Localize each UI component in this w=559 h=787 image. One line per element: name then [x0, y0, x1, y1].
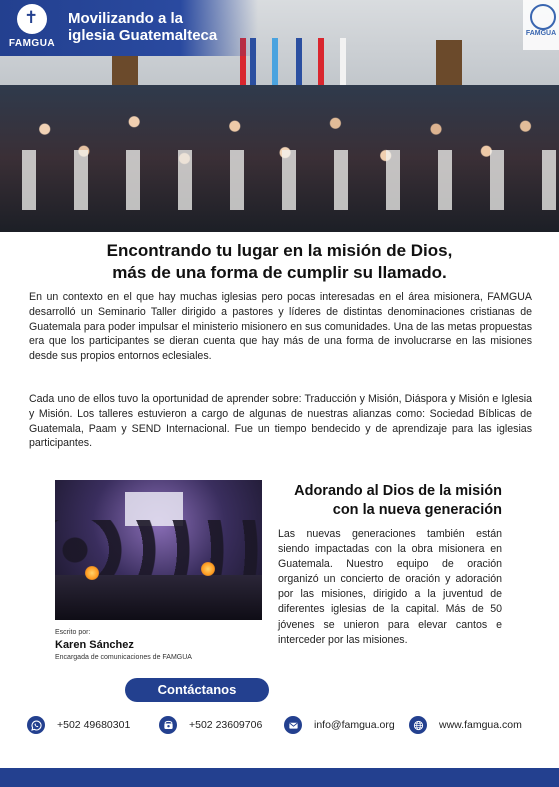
concert-photo: [55, 480, 262, 620]
article-headline: [0, 240, 559, 284]
byline-label: Escrito por:: [55, 629, 91, 636]
candle: [85, 566, 99, 580]
contact-text: www.famgua.com: [439, 719, 522, 731]
contact-email[interactable]: [284, 712, 395, 738]
famgua-logo: [8, 4, 56, 54]
candle: [201, 562, 215, 576]
article-paragraph-3: Las nuevas generaciones también están siendo impactadas con la obra misionera en Guatemala. Nuestro equipo de oración organizó un concierto de oración y adoración por las misiones, dirigido a la juventud de diferentes iglesias de la capital. Más de 50 jóvenes se unieron para elevar cantos e interceder por las misiones.: [278, 528, 502, 646]
article-paragraph-1: En un contexto en el que hay muchas iglesias pero pocas interesadas en el área misionera, FAMGUA desarrolló un Seminario Taller dirigido a pastores y líderes de distintas denominaciones cristianas de Guatemala para poder impulsar el ministerio misionero en sus comunidades. Una de las metas propuestas era que los participantes se dieran cuenta que hay más de una forma de involucrarse en las misiones desde sus propios entornos eclesiales.: [29, 291, 532, 363]
flag: [296, 38, 302, 88]
header-title-line1: Movilizando a la: [68, 10, 184, 27]
contact-website[interactable]: [409, 712, 522, 738]
cross-logo-icon: ✝: [24, 8, 39, 28]
hero-certificates: [0, 150, 559, 210]
headline-line2: más de una forma de cumplir su llamado.: [112, 263, 447, 282]
table-surface: [55, 575, 262, 620]
footer-bar: [0, 768, 559, 787]
famgua-banner-logo: [523, 0, 559, 50]
contact-text: +502 23609706: [189, 719, 263, 731]
contact-whatsapp[interactable]: [27, 712, 130, 738]
flag: [318, 38, 324, 88]
subheadline-line2: con la nueva generación: [332, 502, 502, 518]
byline-role: Encargada de comunicaciones de FAMGUA: [55, 654, 192, 661]
article-paragraph-2: Cada uno de ellos tuvo la oportunidad de aprender sobre: Traducción y Misión, Diáspora y Misión e Iglesia y Misión. Los talleres estuvieron a cargo de algunas de nuestras alianzas como: Sociedad Bíblicas de Guatemala, Paam y SEND Internacional. Fue un tiempo bendecido y de aprendizaje para las iglesias participantes.: [29, 393, 532, 450]
contact-phone[interactable]: [159, 712, 262, 738]
contact-text: info@famgua.org: [314, 719, 395, 731]
phone-icon: [159, 716, 177, 734]
section-subheadline: [276, 482, 502, 520]
byline-author: Karen Sánchez: [55, 639, 134, 651]
email-icon: [284, 716, 302, 734]
header-banner: [0, 0, 258, 56]
subheadline-line1: Adorando al Dios de la misión: [294, 483, 502, 499]
globe-icon: [409, 716, 427, 734]
header-title: [68, 10, 217, 44]
globe-logo-icon: [530, 4, 556, 30]
contact-bar: [0, 712, 559, 738]
whatsapp-icon: [27, 716, 45, 734]
flag: [272, 38, 278, 88]
contact-us-button[interactable]: Contáctanos: [125, 678, 269, 702]
hero-group-photo: [0, 0, 559, 232]
banner-logo-wordmark: FAMGUA: [525, 30, 557, 37]
flag: [340, 38, 346, 88]
contact-text: +502 49680301: [57, 719, 131, 731]
headline-line1: Encontrando tu lugar en la misión de Dios,: [106, 241, 453, 260]
header-title-line2: iglesia Guatemalteca: [68, 27, 218, 44]
logo-wordmark: FAMGUA: [8, 38, 56, 49]
